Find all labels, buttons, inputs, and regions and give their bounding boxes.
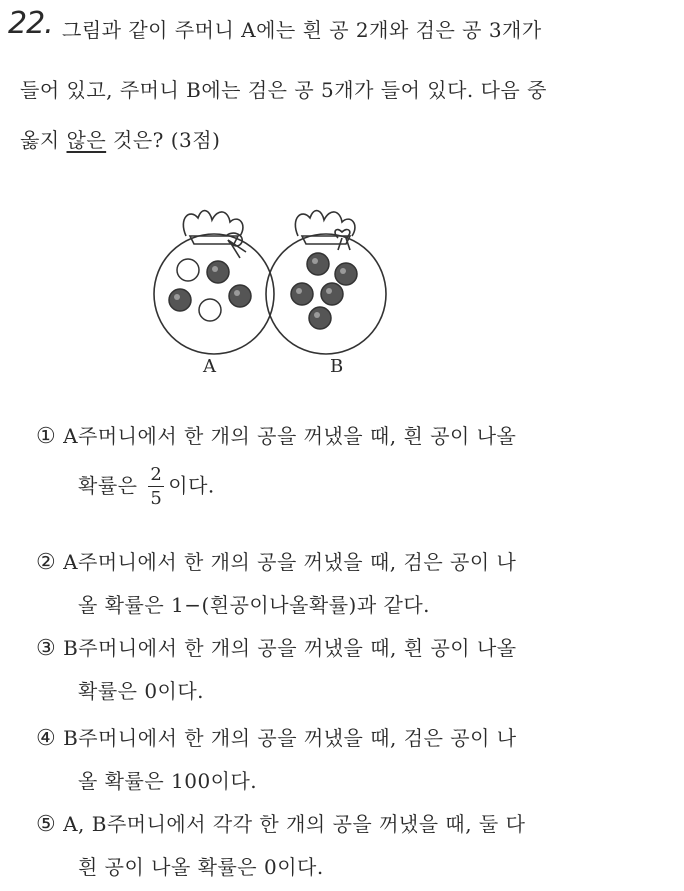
pouch-a-ball-highlight [174, 294, 180, 300]
pouch-b-balls [291, 253, 357, 329]
choice-1-text: A주머니에서 한 개의 공을 꺼냈을 때, 흰 공이 나올 [63, 424, 517, 448]
choice-2-text: A주머니에서 한 개의 공을 꺼냈을 때, 검은 공이 나 [63, 550, 517, 574]
choice-1-text-before: 확률은 [78, 473, 138, 498]
choice-5-mark: ⑤ [36, 812, 57, 837]
pouch-b-ball-highlight [326, 288, 332, 294]
pouch-b [266, 211, 386, 354]
pouch-a-label: A [203, 356, 216, 377]
pouch-b-label: B [330, 356, 344, 377]
pouch-b-black-ball [307, 253, 329, 275]
stem-text-after: 것은? (3점) [106, 128, 221, 152]
question-stem-line-2: 들어 있고, 주머니 B에는 검은 공 5개가 들어 있다. 다음 중 [20, 78, 547, 102]
choice-5-line-1 [36, 808, 525, 837]
pouch-b-black-ball [335, 263, 357, 285]
pouch-a-black-ball [169, 289, 191, 311]
stem-text-before: 옳지 [20, 128, 67, 152]
choice-1-line-2 [78, 466, 215, 508]
pouch-b-ball-highlight [296, 288, 302, 294]
choice-5-line-2: 흰 공이 나올 확률은 0이다. [78, 855, 324, 879]
pouch-b-ball-highlight [340, 268, 346, 274]
pouches-figure [150, 196, 390, 376]
choice-1-line-1 [36, 420, 516, 449]
pouch-a-white-ball [199, 299, 221, 321]
choice-3-mark: ③ [36, 636, 57, 661]
question-stem-line-1: 그림과 같이 주머니 A에는 흰 공 2개와 검은 공 3개가 [62, 18, 542, 42]
choice-4-mark: ④ [36, 726, 57, 751]
question-stem-line-3 [20, 124, 220, 153]
choice-2-line-1 [36, 546, 516, 575]
pouch-b-black-ball [291, 283, 313, 305]
choice-2-line-2: 올 확률은 1−(흰공이나올확률)과 같다. [78, 593, 430, 617]
choice-2-mark: ② [36, 550, 57, 575]
pouch-a-black-ball [229, 285, 251, 307]
question-number: 22. [8, 6, 53, 41]
pouch-a-ball-highlight [234, 290, 240, 296]
pouch-a-black-ball [207, 261, 229, 283]
choice-3-text: B주머니에서 한 개의 공을 꺼냈을 때, 흰 공이 나올 [63, 636, 517, 660]
fraction-two-fifths [148, 466, 164, 508]
pouch-a-ball-highlight [212, 266, 218, 272]
pouch-b-ball-highlight [312, 258, 318, 264]
choice-3-line-1 [36, 632, 517, 661]
pouch-b-black-ball [309, 307, 331, 329]
pouch-a-balls [169, 259, 251, 321]
choice-4-text: B주머니에서 한 개의 공을 꺼냈을 때, 검은 공이 나 [63, 726, 517, 750]
fraction-denominator: 5 [150, 488, 163, 509]
choice-5-text: A, B주머니에서 각각 한 개의 공을 꺼냈을 때, 둘 다 [63, 812, 526, 836]
choice-1-text-after: 이다. [168, 473, 215, 498]
choice-3-line-2: 확률은 0이다. [78, 679, 205, 703]
fraction-numerator: 2 [150, 464, 163, 485]
pouch-b-ball-highlight [314, 312, 320, 318]
choice-1-mark: ① [36, 424, 57, 449]
choice-4-line-2: 올 확률은 100이다. [78, 769, 258, 793]
choice-4-line-1 [36, 722, 517, 751]
pouch-b-black-ball [321, 283, 343, 305]
pouch-a-white-ball [177, 259, 199, 281]
stem-underlined-word: 않은 [66, 128, 107, 152]
